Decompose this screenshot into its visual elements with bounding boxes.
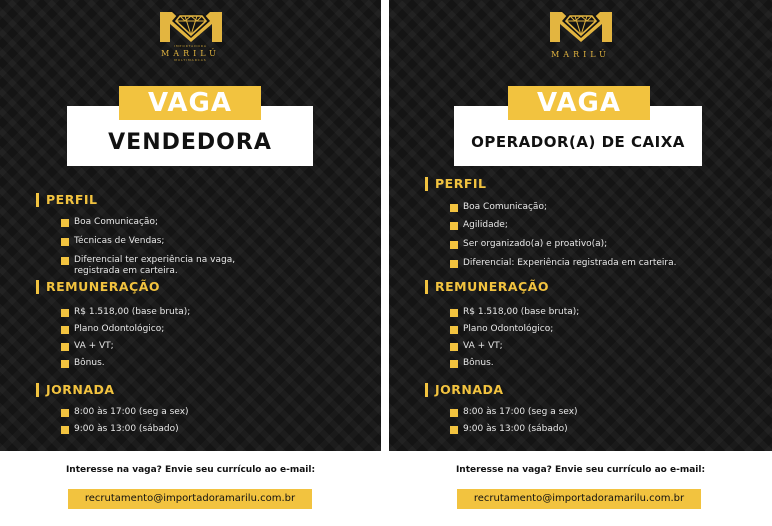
remuneracao-heading: REMUNERAÇÃO xyxy=(36,280,160,294)
list-item: Diferencial ter experiência na vaga, registrada em carteira. xyxy=(61,255,261,277)
square-bullet-icon xyxy=(450,326,458,334)
vaga-label: VAGA xyxy=(508,86,650,120)
square-bullet-icon xyxy=(450,309,458,317)
brand-small-top: IMPORTADORA xyxy=(174,44,207,48)
diamond-m-logo-icon xyxy=(548,10,614,44)
brand-name: MARILÚ xyxy=(161,49,220,58)
square-bullet-icon xyxy=(450,360,458,368)
brand-logo xyxy=(541,10,621,59)
perfil-heading: PERFIL xyxy=(36,193,97,207)
list-item: Plano Odontológico; xyxy=(450,324,710,335)
square-bullet-icon xyxy=(450,260,458,268)
perfil-heading: PERFIL xyxy=(425,177,486,191)
poster-operador-caixa xyxy=(389,0,772,526)
square-bullet-icon xyxy=(61,426,69,434)
list-item: R$ 1.518,00 (base bruta); xyxy=(61,307,261,318)
list-item: Técnicas de Vendas; xyxy=(61,236,261,247)
poster-vendedora xyxy=(0,0,381,526)
list-item: 9:00 às 13:00 (sábado) xyxy=(61,424,261,435)
square-bullet-icon xyxy=(450,204,458,212)
square-bullet-icon xyxy=(61,238,69,246)
footer-text: Interesse na vaga? Envie seu currículo ao e-mail: xyxy=(455,465,706,475)
jornada-heading: JORNADA xyxy=(36,383,115,397)
job-title: VENDEDORA xyxy=(108,129,272,155)
brand-small-bottom: MULTIMARCAS xyxy=(174,58,207,62)
square-bullet-icon xyxy=(450,222,458,230)
list-item: Ser organizado(a) e proativo(a); xyxy=(450,239,710,250)
square-bullet-icon xyxy=(61,409,69,417)
list-item: R$ 1.518,00 (base bruta); xyxy=(450,307,710,318)
list-item: VA + VT; xyxy=(450,341,710,352)
job-title: OPERADOR(A) DE CAIXA xyxy=(471,133,685,151)
footer-text: Interesse na vaga? Envie seu currículo ao e-mail: xyxy=(65,465,316,475)
email-link[interactable]: recrutamento@importadoramarilu.com.br xyxy=(457,489,701,509)
list-item: Diferencial: Experiência registrada em carteira. xyxy=(450,258,710,269)
square-bullet-icon xyxy=(450,426,458,434)
list-item: VA + VT; xyxy=(61,341,261,352)
square-bullet-icon xyxy=(61,257,69,265)
square-bullet-icon xyxy=(61,219,69,227)
square-bullet-icon xyxy=(61,326,69,334)
square-bullet-icon xyxy=(450,343,458,351)
email-link[interactable]: recrutamento@importadoramarilu.com.br xyxy=(68,489,312,509)
square-bullet-icon xyxy=(61,360,69,368)
list-item: 9:00 às 13:00 (sábado) xyxy=(450,424,710,435)
list-item: Boa Comunicação; xyxy=(61,217,261,228)
vaga-label: VAGA xyxy=(119,86,261,120)
square-bullet-icon xyxy=(450,241,458,249)
list-item: Boa Comunicação; xyxy=(450,202,710,213)
brand-logo xyxy=(151,10,231,62)
brand-name: MARILÚ xyxy=(551,50,610,59)
square-bullet-icon xyxy=(450,409,458,417)
remuneracao-heading: REMUNERAÇÃO xyxy=(425,280,549,294)
square-bullet-icon xyxy=(61,309,69,317)
list-item: 8:00 às 17:00 (seg a sex) xyxy=(61,407,261,418)
diamond-m-logo-icon xyxy=(158,10,224,44)
square-bullet-icon xyxy=(61,343,69,351)
list-item: 8:00 às 17:00 (seg a sex) xyxy=(450,407,710,418)
list-item: Agilidade; xyxy=(450,220,710,231)
jornada-heading: JORNADA xyxy=(425,383,504,397)
list-item: Plano Odontológico; xyxy=(61,324,261,335)
list-item: Bônus. xyxy=(450,358,710,369)
list-item: Bônus. xyxy=(61,358,261,369)
